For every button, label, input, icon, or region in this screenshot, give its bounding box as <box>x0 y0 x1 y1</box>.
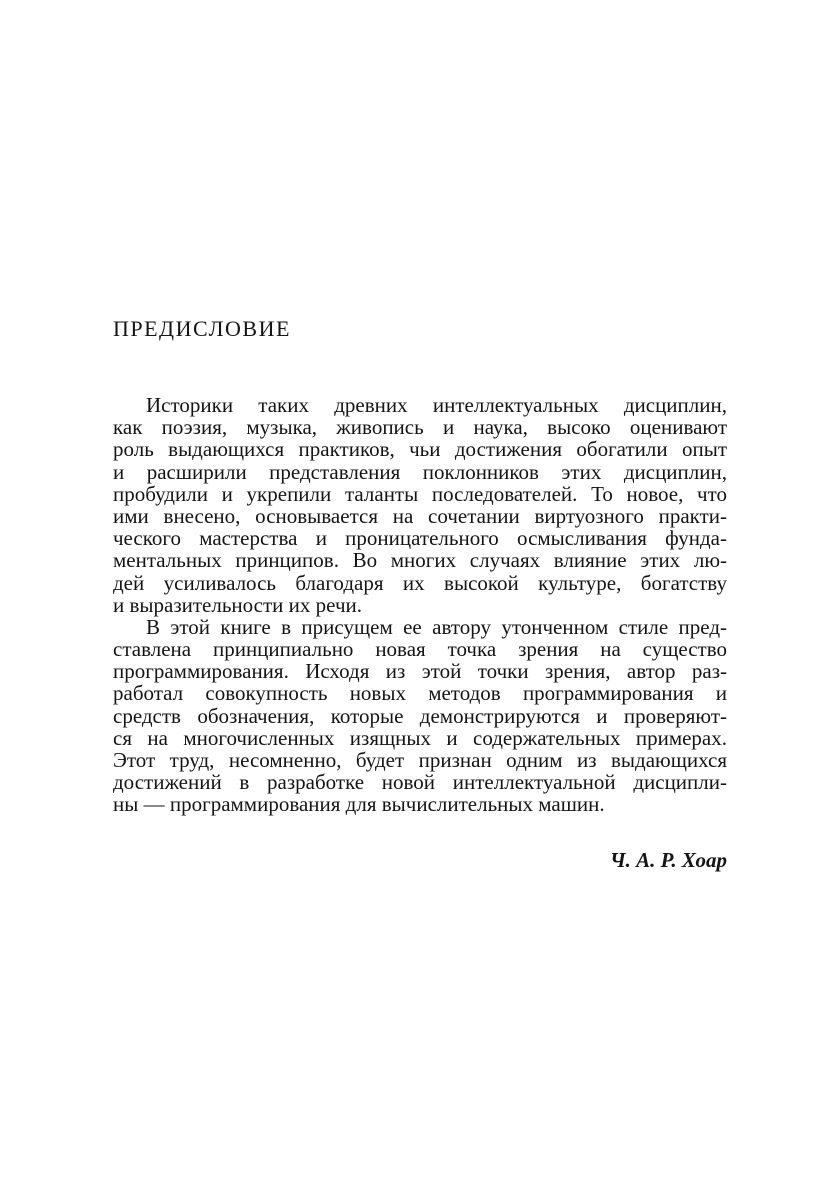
text-line: дей усиливалось благодаря их высокой культуре, богатству <box>113 570 727 595</box>
text-line: программирования. Исходя из этой точки зрения, автор раз- <box>113 659 727 684</box>
text-line: как поэзия, музыка, живопись и наука, высоко оценивают <box>113 415 727 440</box>
text-line: пробудили и укрепили таланты последователей. То новое, что <box>113 481 727 506</box>
text-line: ны — программирования для вычислительных машин. <box>113 792 605 817</box>
text-line: работал совокупность новых методов программирования и <box>113 681 727 706</box>
text-line: ментальных принципов. Во многих случаях влияние этих лю- <box>113 548 727 573</box>
text-line: Историки таких древних интеллектуальных дисциплин, <box>146 393 727 417</box>
text-line: В этой книге в присущем ее автору утонченном стиле пред- <box>146 614 727 639</box>
text-line: Этот труд, несомненно, будет признан одним из выдающихся <box>113 748 727 772</box>
text-line: достижений в разработке новой интеллектуальной дисципли- <box>113 770 727 795</box>
text-line: ческого мастерства и проницательного осмысливания фунда- <box>113 526 727 551</box>
text-line: ставлена принципиально новая точка зрения на существо <box>113 637 727 662</box>
text-line: ими внесено, основывается на сочетании виртуозного практи- <box>113 503 727 528</box>
paragraph-2 <box>113 616 727 816</box>
text-line: роль выдающихся практиков, чьи достижения обогатили опыт <box>113 437 727 462</box>
preface-text <box>113 394 727 816</box>
page-title: ПРЕДИСЛОВИЕ <box>113 316 291 341</box>
author-signature: Ч. А. Р. Хоар <box>609 848 727 872</box>
text-line: и расширили представления поклонников этих дисциплин, <box>113 459 727 484</box>
text-line: ся на многочисленных изящных и содержательных примерах. <box>113 725 727 750</box>
text-line: средств обозначения, которые демонстрируются и проверяют- <box>113 703 727 728</box>
paragraph-1 <box>113 394 727 616</box>
text-line: и выразительности их речи. <box>113 592 363 617</box>
